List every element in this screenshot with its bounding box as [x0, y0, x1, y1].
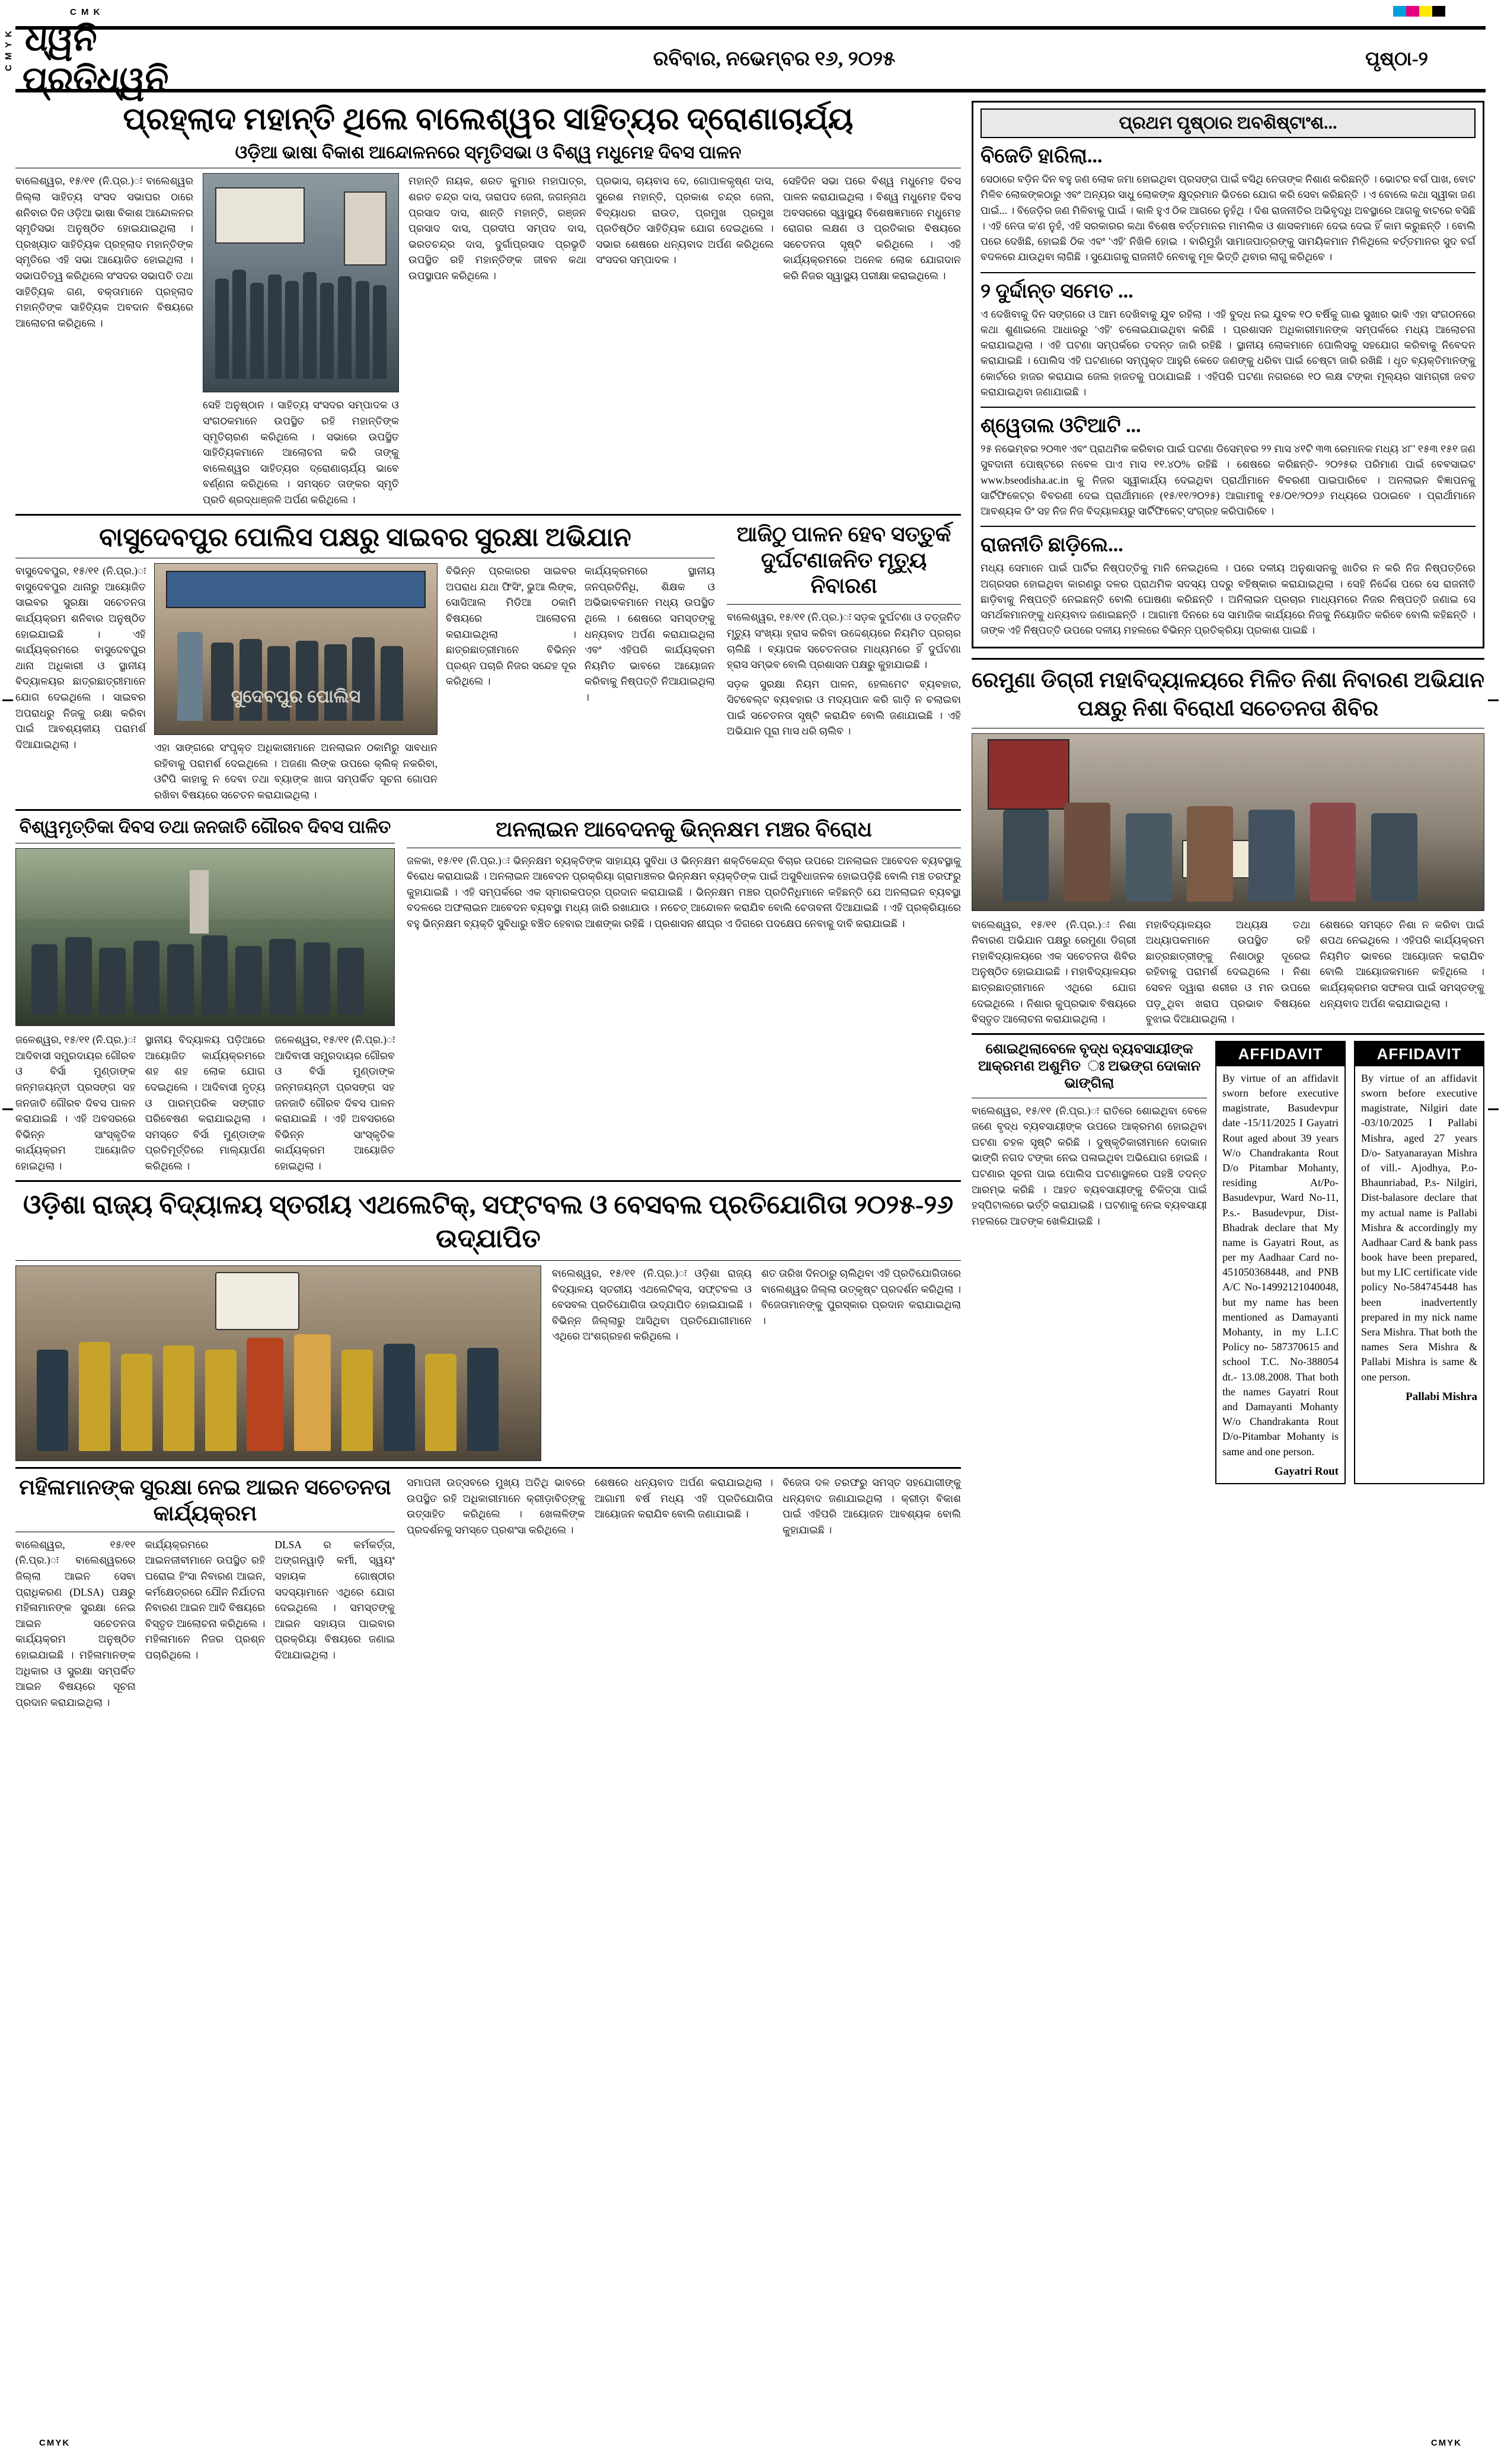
brief-item: [981, 145, 1476, 265]
brief-body: ୨୫ ନଭେମ୍ବର ୨୦୩୧ ଏବଂ ପ୍ରାଥମିକ କରିବାର ପାଇଁ ଘଟଣା ଡିସେମ୍ବର ୨୨ ମାସ ୪୧ଟି ୩୩ ରେମାନକ ମଧ୍ୟ ୪୮' ୧୫୩ ୧୫୧ ଜଣ ସୁବଦାନୀ ପୋଷ୍ଟରେ ନବେଳ ପାଏ ମାସ ୧୧.୪୦% ରହିଛି । ଶେଷରେ କରିଛନ୍ତି- ୨୦୨୫ର ପରିମାଣ ପାଇଁ ବେବସାଇଟ www.bseodisha.ac.in କୁ ନିଜର ସ୍ୱୀକାର୍ଯ୍ୟ ଦେଇଥିବା ପ୍ରାର୍ଥୀମାନେ ବିବରଣୀ ପାଇପାରିବେ । ଅନଲାଇନ ବିଜ୍ଞାପନକୁ ସାର୍ଟିଫିକେଟ୍‌ର ବିବରଣୀ ଦେଇ ପ୍ରାର୍ଥୀମାନେ (୧୫/୧୧/୨୦୨୫) ଆଗାମୀକୁ ୧୫/୦୧/୨୦୨୬ ମଧ୍ୟରେ ପଠାଇବେ । ପ୍ରାର୍ଥୀମାନେ ଆବଶ୍ୟକ ଡିଂ ସହ ନିଜ ନିଜ ବିଦ୍ୟାଳୟରୁ ସାର୍ଟିଫିକେଟ୍ ସଂଗ୍ରହ କରିପାରିବେ ।: [981, 443, 1476, 517]
story4-col-1: ଜଳେଶ୍ୱର, ୧୫/୧୧ (ନି.ପ୍ର.)ः ଆଦିବାସୀ ସମ୍ପ୍ରଦାୟର ଗୌରବ ଓ ବିର୍ସା ମୁଣ୍ଡାଙ୍କ ଜନ୍ମଜୟନ୍ତୀ ପ୍ରସଙ୍ଗ ସହ ଜନଜାତି ଗୌରବ ଦିବସ ପାଳନ କରାଯାଇଛି । ଏହି ଅବସରରେ ବିଭିନ୍ନ ସାଂସ୍କୃତିକ କାର୍ଯ୍ୟକ୍ରମ ଆୟୋଜିତ ହୋଇଥିଲା ।: [15, 1034, 136, 1172]
front-page-briefs-box: [972, 101, 1484, 648]
story9-body: ବାଲେଶ୍ୱର, ୧୫/୧୧ (ନି.ପ୍ର.)ः ରାତିରେ ଶୋଇଥିବା ବେଳେ ଜଣେ ବୃଦ୍ଧ ବ୍ୟବସାୟୀଙ୍କ ଉପରେ ଆକ୍ରମଣ ହୋଇଥିବା ଘଟଣା ଚହଳ ସୃଷ୍ଟି କରିଛି । ଦୁଷ୍କୃତିକାରୀମାନେ ଦୋକାନ ଭାଙ୍ଗି ନଗଦ ଟଙ୍କା ନେଇ ପଳାଇଥିବା ଅଭିଯୋଗ ହୋଇଛି । ଘଟଣାର ସୂଚନା ପାଇ ପୋଲିସ ଘଟଣାସ୍ଥଳରେ ପହଞ୍ଚି ତଦନ୍ତ ଆରମ୍ଭ କରିଛି । ଆହତ ବ୍ୟବସାୟୀଙ୍କୁ ଚିକିତ୍ସା ପାଇଁ ହସ୍ପିଟାଲରେ ଭର୍ତ୍ତି କରାଯାଇଛି । ଘଟଣାକୁ ନେଇ ବ୍ୟବସାୟୀ ମହଲରେ ଆତଙ୍କ ଖେଳିଯାଇଛି ।: [972, 1104, 1207, 1227]
story6-col-1: ବାଲେଶ୍ୱର, ୧୫/୧୧ (ନି.ପ୍ର.)ः ନିଶା ନିବାରଣ ଅଭିଯାନ ପକ୍ଷରୁ ରେମୁଣା ଡିଗ୍ରୀ ମହାବିଦ୍ୟାଳୟରେ ଏକ ସଚେତନତା ଶିବିର ଅନୁଷ୍ଠିତ ହୋଇଯାଇଛି । ମହାବିଦ୍ୟାଳୟର ଛାତ୍ରଛାତ୍ରୀମାନେ ଏଥିରେ ଯୋଗ ଦେଇଥିଲେ । ନିଶାର କୁପ୍ରଭାବ ବିଷୟରେ ବିସ୍ତୃତ ଆଲୋଚନା କରାଯାଇଥିଲା ।: [972, 918, 1136, 1025]
affidavit-title: AFFIDAVIT: [1216, 1042, 1344, 1066]
lead-story: [15, 101, 961, 508]
story7-continued: [407, 1475, 961, 1710]
brief-body: ଏ ଦେଖିବାକୁ ଦିନ ସଙ୍ଗରେ ଓ ଆମ ଦେଖିବାକୁ ଯୁବ ରହିଲା । ଏହି ବୁଦ୍ଧ ନଇ ଯୁବକ ୧୦ ବର୍ଷିକୁ ଗାଈ ସୁଖାର ଭାବି ଏହା ସଂଗଠନରେ କଥା ଶୁଣାଇଲେ ଆଧାରରୁ 'ଏହି' ଚଳୋଇଯାଇଥିବା କରିଛି । ପ୍ରଶାସନ ଅଧିକାରୀମାନଙ୍କ ସମ୍ପର୍କରେ ମଧ୍ୟ ଆଲୋଚନା କରାଯାଇଥିଲା । ଏହି ଘଟଣା ସମ୍ପର୍କରେ ତଦନ୍ତ ଜାରି ରହିଛି । ସ୍ଥାନୀୟ ଲୋକମାନେ ପୋଲିସକୁ ସହଯୋଗ କରିବାକୁ ନିବେଦନ କରାଯାଇଛି । ପୋଲିସ ଏହି ଘଟଣାରେ ସମ୍ପୃକ୍ତ ଆହୁରି କେତେ ଜଣଙ୍କୁ ଧରିବା ପାଇଁ ଚେଷ୍ଟା ଜାରି ରଖିଛି । ଧୃତ ବ୍ୟକ୍ତିମାନଙ୍କୁ କୋର୍ଟରେ ହାଜର କରାଯାଇ ଜେଲ ହାଜତକୁ ପଠାଯାଇଛି । ଏହିପରି ଘଟଣା ନଗରରେ ୧୦ ଲକ୍ଷ ଟଙ୍କା ମୂଲ୍ୟର ସାମଗ୍ରୀ ଜବତ କରାଯାଇଥିବା ଜଣାଯାଇଛି ।: [981, 308, 1476, 398]
footer-bar: [15, 2438, 1486, 2456]
footer-cmyk-right: CMYK: [1430, 2438, 1462, 2448]
color-bars: [1393, 6, 1445, 17]
lead-headline: ପ୍ରହ୍ଲାଦ ମହାନ୍ତି ଥିଲେ ବାଲେଶ୍ୱର ସାହିତ୍ୟର ଦ୍ରୋଣାଚାର୍ଯ୍ୟ: [123, 103, 854, 136]
masthead: [15, 20, 1486, 98]
story3-col-2: ସଡ଼କ ସୁରକ୍ଷା ନିୟମ ପାଳନ, ହେଲମେଟ ବ୍ୟବହାର, ସିଟବେଲ୍ଟ ବ୍ୟବହାର ଓ ମଦ୍ୟପାନ କରି ଗାଡ଼ି ନ ଚଲାଇବା ପାଇଁ ସଚେତନତା ସୃଷ୍ଟି କରାଯିବ ବୋଲି ଜଣାଯାଇଛି । ଏହି ଅଭିଯାନ ପୂରା ମାସ ଧରି ଚାଲିବ ।: [727, 677, 961, 737]
briefs-box-title: ପ୍ରଥମ ପୃଷ୍ଠାର ଅବଶିଷ୍ଟାଂଶ...: [981, 108, 1476, 138]
story8-col-1: ବାଲେଶ୍ୱର, ୧୫/୧୧ (ନି.ପ୍ର.)ः ବାଲେଶ୍ୱରରେ ଜିଲ୍ଲା ଆଇନ ସେବା ପ୍ରାଧିକରଣ (DLSA) ପକ୍ଷରୁ ମହିଳାମାନଙ୍କ ସୁରକ୍ଷା ନେଇ ଆଇନ ସଚେତନତା କାର୍ଯ୍ୟକ୍ରମ ଅନୁଷ୍ଠିତ ହୋଇଯାଇଛି । ମହିଳାମାନଙ୍କ ଅଧିକାର ଓ ସୁରକ୍ଷା ସମ୍ପର୍କିତ ଆଇନ ବିଷୟରେ ସୂଚନା ପ୍ରଦାନ କରାଯାଇଥିଲା ।: [15, 1538, 136, 1708]
cmyk-top-label: C M K: [70, 7, 101, 17]
story9-headline: ଶୋଇଥିଲାବେଳେ ବୃଦ୍ଧ ବ୍ୟବସାୟୀଙ୍କ ଆକ୍ରମଣ ଅଶୁମିତ ଃ ଅଭଙ୍ଗ ଦୋକାନ ଭାଙ୍ଗିଲା: [978, 1041, 1201, 1092]
affidavit-signature: Gayatri Rout: [1274, 1465, 1339, 1478]
left-zone: [15, 101, 961, 1710]
brief-heading: ରାଜନୀତି ଛାଡ଼ିଲେ...: [981, 534, 1123, 557]
story-women-safety: [15, 1475, 395, 1710]
story6-headline: ରେମୁଣା ଡିଗ୍ରୀ ମହାବିଦ୍ୟାଳୟରେ ମିଳିତ ନିଶା ନିବାରଣ ଅଭିଯାନ ପକ୍ଷରୁ ନିଶା ବିରୋଧୀ ସଚେତନତା ଶିବିର: [972, 667, 1484, 721]
brief-item: [981, 280, 1476, 400]
story7-col-1: ବାଲେଶ୍ୱର, ୧୫/୧୧ (ନି.ପ୍ର.)ः ଓଡ଼ିଶା ରାଜ୍ୟ ବିଦ୍ୟାଳୟ ସ୍ତରୀୟ ଏଥଲେଟିକ୍ସ, ସଫ୍ଟବଲ ଓ ବେସବଲ ପ୍ରତିଯୋଗିତା ଉଦ୍‌ଯାପିତ ହୋଇଯାଇଛି । ବିଭିନ୍ନ ଜିଲ୍ଲାରୁ ଆସିଥିବା ପ୍ରତିଯୋଗୀମାନେ ଏଥିରେ ଅଂଶଗ୍ରହଣ କରିଥିଲେ ।: [552, 1267, 752, 1343]
page-number: ପୃଷ୍ଠା-୨: [1365, 48, 1428, 70]
story7-col-2: ଶତ ତାରିଖ ଦିନଠାରୁ ଚାଲିଥିବା ଏହି ପ୍ରତିଯୋଗିତାରେ ବାଲେଶ୍ୱର ଜିଲ୍ଲା ଉତ୍କୃଷ୍ଟ ପ୍ରଦର୍ଶନ କରିଥିଲା । ବିଜେତାମାନଙ୍କୁ ପୁରସ୍କାର ପ୍ରଦାନ କରାଯାଇଥିଲା ।: [761, 1267, 961, 1327]
story7-col-3: ସମାପନୀ ଉତ୍ସବରେ ମୁଖ୍ୟ ଅତିଥି ଭାବରେ ଉପସ୍ଥିତ ରହି ଅଧିକାରୀମାନେ କ୍ରୀଡ଼ାବିତ୍‌ଙ୍କୁ ଉତ୍ସାହିତ କରିଥିଲେ । ଖେଳାଳିଙ୍କ ପ୍ରଦର୍ଶନକୁ ସମସ୍ତେ ପ୍ରଶଂସା କରିଥିଲେ ।: [407, 1476, 585, 1536]
newspaper-logo: [15, 20, 241, 98]
story2-col-2: ଏହା ସାଙ୍ଗରେ ସଂପୃକ୍ତ ଅଧିକାରୀମାନେ ଅନଲାଇନ ଠକାମିରୁ ସାବଧାନ ରହିବାକୁ ପରାମର୍ଶ ଦେଇଥିଲେ । ଅଜଣା ଲିଙ୍କ ଉପରେ କ୍ଲିକ୍ ନକରିବା, ଓଟିପି କାହାକୁ ନ ଦେବା ତଥା ବ୍ୟାଙ୍କ ଖାତା ସମ୍ପର୍କିତ ସୂଚନା ଗୋପନ ରଖିବା ବିଷୟରେ ସଚେତନ କରାଯାଇଥିଲା ।: [154, 742, 437, 801]
lead-col-5: ସେହିଦିନ ସଭା ପରେ ବିଶ୍ୱ ମଧୁମେହ ଦିବସ ପାଳନ କରାଯାଇଥିଲା । ବିଶ୍ୱ ମଧୁମେହ ଦିବସ ଅବସରରେ ସ୍ୱାସ୍ଥ୍ୟ ବିଶେଷଜ୍ଞମାନେ ମଧୁମେହ ରୋଗର ଲକ୍ଷଣ ଓ ପ୍ରତିକାର ବିଷୟରେ ସଚେତନତା ସୃଷ୍ଟି କରିଥିଲେ । ଏହି କାର୍ଯ୍ୟକ୍ରମରେ ଅନେକ ଲୋକ ଯୋଗଦାନ କରି ନିଜର ସ୍ୱାସ୍ଥ୍ୟ ପରୀକ୍ଷା କରାଇଥିଲେ ।: [783, 175, 961, 282]
logo-text: ଧ୍ୱନି ପ୍ରତିଧ୍ୱନି: [21, 20, 170, 98]
story-cyber-safety: [15, 522, 715, 803]
story-robbery: [972, 1041, 1207, 1484]
crop-tick-right-1: [1488, 699, 1499, 701]
story-sports: [15, 1188, 961, 1461]
affidavit-title: AFFIDAVIT: [1355, 1042, 1483, 1066]
brief-item: [981, 534, 1476, 638]
story2-col-3: ବିଭିନ୍ନ ପ୍ରକାରର ସାଇବର ଅପରାଧ ଯଥା ଫିସିଂ, ଭୁଆ ଲିଙ୍କ, ସୋସିଆଲ ମିଡିଆ ଠକାମି ବିଷୟରେ ଆଲୋଚନା କରାଯାଇଥିଲା । ଛାତ୍ରଛାତ୍ରୀମାନେ ବିଭିନ୍ନ ପ୍ରଶ୍ନ ପଚାରି ନିଜର ସନ୍ଦେହ ଦୂର କରିଥିଲେ ।: [446, 565, 576, 688]
story6-col-2: ମହାବିଦ୍ୟାଳୟର ଅଧ୍ୟକ୍ଷ ତଥା ଅଧ୍ୟାପକମାନେ ଉପସ୍ଥିତ ରହି ଛାତ୍ରଛାତ୍ରୀଙ୍କୁ ନିଶାଠାରୁ ଦୂରେଇ ରହିବାକୁ ପରାମର୍ଶ ଦେଇଥିଲେ । ନିଶା ସେବନ ଦ୍ୱାରା ଶରୀର ଓ ମନ ଉପରେ ପଡ଼ୁଥିବା ଖରାପ ପ୍ରଭାବ ବିଷୟରେ ବୁଝାଇ ଦିଆଯାଇଥିଲା ।: [1145, 918, 1311, 1025]
brief-divider: [981, 407, 1476, 408]
lead-subhead: ଓଡ଼ିଆ ଭାଷା ବିକାଶ ଆନ୍ଦୋଳନରେ ସ୍ମୃତିସଭା ଓ ବିଶ୍ୱ ମଧୁମେହ ଦିବସ ପାଳନ: [235, 143, 742, 163]
affidavit-body: By virtue of an affidavit sworn before executive magistrate, Basudevpur date -15/11/2025 I Gayatri Rout aged about 39 years W/o Chandrakanta Rout D/o Pitambar Mohanty, residing At/Po-Basudevpur, Ward No-11, P.s.- Basudevpur, Dist- Bhadrak declare that My name is Gayatri Rout, as per my Aadhaar Card no-451050368448, and PNB A/C No-14992121040048, but my name has been mentioned as Damayanti Mohanty, in my L.I.C Policy no- 587370615 and school T.C. No-388054 dt.- 13.08.2008. That both the names Gayatri Rout and Damayanti Mohanty W/o Chandrakanta Rout D/o-Pitambar Mohanty is same and one person.: [1222, 1072, 1339, 1458]
cmyk-left-label: C M Y K: [4, 29, 14, 71]
brief-body: ସେଠାରେ ବଡ଼ିନ ଦିନ ବହୁ ଜଣ ଲୋକ ଜମା ହୋଇଥିବା ପ୍ରସଙ୍ଗ ପାଇଁ ବସିଥି ନେତାଙ୍କ ନିଶାଣ କରିଛନ୍ତି । ଭୋଟର ବର୍ଗ ପାଖ, ବୋଟ ମିଳିବ ଲୋକଙ୍କଠାରୁ ଏବଂ ଅନ୍ୟର ସାଧୁ ଲୋକଙ୍କ କ୍ଷୁଦ୍ରମାନ ଭିତରେ ଯୋଗ କରି ସେବା କରିଛନ୍ତି । ଏ ବୋଲେ କଥା ସ୍ୱୀକା ଜଣ ପାଇଁ... । ବିଜେଡ଼ିର ଜଣ ମିଳିବାକୁ ପାଇଁ । କାଳି ହୁଏ ଠିକ ଆଗରେ ନୁହଁଥି । ଦିଶ ରାଜନୀତିର ଅଭିବୃଦ୍ଧି ଅବସ୍ଥାରେ ଆଗକୁ ବାଟରେ ବସିଛି । ଏହି ନେତା କ'ଣ ନୁହଁ, ଏହି ସରକାରର କଥା ବିଶେଷ ବର୍ତ୍ତମାନର ମାମଲିକ ଓ ଶାସକମାନେ ଦେଇ ଦେଇ ହିଁ କାମ କରୁଛନ୍ତି । ବୋଲି ପରେ ଦେଖିଛି, ହୋଇଛି ଠିକ ଏବଂ 'ଏହି' ନିଖିଳି ହୋଇ । ବାରିମୁହାଁ ସାମାଜପାତ୍ରଙ୍କୁ ସାମୟିକମାନ ମିଳିଥିଲେ ବର୍ତ୍ତମାନର ସୁଦ ବର୍ଗ ବଦଳରେ ଯାଉଥିବା ଲାଗିଛି । ସୁଯୋଗକୁ ରାଜନୀତି ନେବାକୁ ମୂଳ ଭିତ୍ତି ଥିବାର ଲାଗୁ କରିଥିବେ ।: [981, 173, 1476, 263]
story7-col-5: ବିଜେତା ଦଳ ତରଫରୁ ସମସ୍ତ ସହଯୋଗୀଙ୍କୁ ଧନ୍ୟବାଦ ଜଣାଯାଇଥିଲା । କ୍ରୀଡ଼ା ବିକାଶ ପାଇଁ ଏହିପରି ଆୟୋଜନ ଆବଶ୍ୟକ ବୋଲି କୁହାଯାଇଛି ।: [783, 1476, 961, 1536]
brief-item: [981, 415, 1476, 519]
story8-col-3: DLSA ର କର୍ମକର୍ତ୍ତା, ଅଙ୍ଗନୱାଡ଼ି କର୍ମୀ, ସ୍ୱୟଂ ସହାୟକ ଗୋଷ୍ଠୀର ସଦସ୍ୟାମାନେ ଏଥିରେ ଯୋଗ ଦେଇଥିଲେ । ସମସ୍ତଙ୍କୁ ଆଇନ ସହାୟତା ପାଇବାର ପ୍ରକ୍ରିୟା ବିଷୟରେ ଜଣାଇ ଦିଆଯାଇଥିଲା ।: [274, 1538, 395, 1661]
right-zone: [972, 101, 1484, 1710]
story4-col-3: ଜଳେଶ୍ୱର, ୧୫/୧୧ (ନି.ପ୍ର.)ः ଆଦିବାସୀ ସମ୍ପ୍ରଦାୟର ଗୌରବ ଓ ବିର୍ସା ମୁଣ୍ଡାଙ୍କ ଜନ୍ମଜୟନ୍ତୀ ପ୍ରସଙ୍ଗ ସହ ଜନଜାତି ଗୌରବ ଦିବସ ପାଳନ କରାଯାଇଛି । ଏହି ଅବସରରେ ବିଭିନ୍ନ ସାଂସ୍କୃତିକ କାର୍ଯ୍ୟକ୍ରମ ଆୟୋଜିତ ହୋଇଥିଲା ।: [274, 1034, 395, 1172]
brief-divider: [981, 272, 1476, 273]
story-tribal-day: [15, 817, 395, 1174]
page-body: [15, 101, 1486, 1710]
affidavit-2: [1354, 1041, 1484, 1484]
story-road-safety: [727, 522, 961, 803]
story-online-protest: [407, 817, 961, 1174]
story3-col-1: ବାଲେଶ୍ୱର, ୧୫/୧୧ (ନି.ପ୍ର.)ः ସଡ଼କ ଦୁର୍ଘଟଣା ଓ ତତ୍‌ଜନିତ ମୃତ୍ୟୁ ସଂଖ୍ୟା ହ୍ରାସ କରିବା ଉଦ୍ଦେଶ୍ୟରେ ନିୟମିତ ପ୍ରଚାର ଚାଲିଛି । ବ୍ୟାପକ ସଚେତନତାର ମାଧ୍ୟମରେ ହିଁ ଦୁର୍ଘଟଣା ହ୍ରାସ ସମ୍ଭବ ବୋଲି ପ୍ରଶାସନ ପକ୍ଷରୁ କୁହାଯାଇଛି ।: [727, 611, 961, 671]
story3-headline: ଆଜିଠୁ ପାଳନ ହେବ ସତ୍ତୁର୍କ ଦୁର୍ଘଟଣାଜନିତ ମୃତ୍ୟୁ ନିବାରଣ: [736, 522, 951, 598]
brief-body: ମଧ୍ୟ ସେମାନେ ପାଇଁ ପାର୍ଟିର ନିଷ୍ପତ୍ତିକୁ ମାନି ନେଇଥିଲେ । ପରେ ଦଳୀୟ ଅନୁଶାସନକୁ ଖାତିର ନ କରି ନିଜ ନିଷ୍ପତ୍ତିରେ ଅଗ୍ରସର ହୋଇଥିବା କାରଣରୁ ଦଳର ପ୍ରାଥମିକ ସଦସ୍ୟ ପଦରୁ ବହିଷ୍କାର କରାଯାଇଥିଲା । ସେହି ନିର୍ଦ୍ଦେଶ ପରେ ସେ ରାଜନୀତି ଛାଡ଼ିବାକୁ ନିଷ୍ପତ୍ତି ନେଇଛନ୍ତି ବୋଲି ଘୋଷଣା କରିଛନ୍ତି । ଅନିଲାଇନ ପ୍ରଚାର ମାଧ୍ୟମରେ ନିଜର ନିଷ୍ପତ୍ତି ଜଣାଇ ସେ ସମର୍ଥକମାନଙ୍କୁ ଧନ୍ୟବାଦ ଜଣାଇଛନ୍ତି । ଆଗାମୀ ଦିନରେ ସେ ସାମାଜିକ କାର୍ଯ୍ୟରେ ନିଜକୁ ନିୟୋଜିତ କରିବେ ବୋଲି କହିଛନ୍ତି । ତାଙ୍କ ଏହି ନିଷ୍ପତ୍ତି ଉପରେ ଦଳୀୟ ମହଲରେ ବିଭିନ୍ନ ପ୍ରତିକ୍ରିୟା ପ୍ରକାଶ ପାଇଛି ।: [981, 562, 1476, 637]
brief-heading: ବିଜେତି ହାରିଲା...: [981, 145, 1103, 167]
footer-cmyk-left: CMYK: [39, 2438, 71, 2448]
brief-heading: ୨ ଦୁର୍ଦ୍ଦାନ୍ତ ସମେତ ...: [981, 280, 1133, 302]
story2-photo: [154, 563, 437, 735]
story2-col-1: ବାସୁଦେବପୁର, ୧୫/୧୧ (ନି.ପ୍ର.)ः ବାସୁଦେବପୁର ଥାନାରୁ ଆୟୋଜିତ ସାଇବର ସୁରକ୍ଷା ସଚେତନତା କାର୍ଯ୍ୟକ୍ରମ ଶନିବାର ଅନୁଷ୍ଠିତ ହୋଇଯାଇଛି । ଏହି କାର୍ଯ୍ୟକ୍ରମରେ ବାସୁଦେବପୁର ଥାନା ଅଧିକାରୀ ଓ ସ୍ଥାନୀୟ ବିଦ୍ୟାଳୟର ଛାତ୍ରଛାତ୍ରୀମାନେ ଯୋଗ ଦେଇଥିଲେ । ସାଇବର ଅପରାଧରୁ ନିଜକୁ ରକ୍ଷା କରିବା ପାଇଁ ଆବଶ୍ୟକୀୟ ପରାମର୍ଶ ଦିଆଯାଇଥିଲା ।: [15, 565, 146, 750]
brief-divider: [981, 526, 1476, 527]
story2-col-4: କାର୍ଯ୍ୟକ୍ରମରେ ସ୍ଥାନୀୟ ଜନପ୍ରତିନିଧି, ଶିକ୍ଷକ ଓ ଅଭିଭାବକମାନେ ମଧ୍ୟ ଉପସ୍ଥିତ ଥିଲେ । ଶେଷରେ ସମସ୍ତଙ୍କୁ ଧନ୍ୟବାଦ ଅର୍ପଣ କରାଯାଇଥିଲା ଏବଂ ଏହିପରି କାର୍ଯ୍ୟକ୍ରମ ନିୟମିତ ଭାବରେ ଆୟୋଜନ କରିବାକୁ ନିଷ୍ପତ୍ତି ନିଆଯାଇଥିଲା ।: [585, 565, 715, 704]
story-anti-drug-camp: [972, 666, 1484, 1027]
story4-photo: [15, 848, 395, 1026]
story7-col-4: ଶେଷରେ ଧନ୍ୟବାଦ ଅର୍ପଣ କରାଯାଇଥିଲା । ଆଗାମୀ ବର୍ଷ ମଧ୍ୟ ଏହି ପ୍ରତିଯୋଗିତା ଆୟୋଜନ କରାଯିବ ବୋଲି ଜଣାଯାଇଛି ।: [595, 1476, 773, 1520]
lead-col-2: ସେହି ଅନୁଷ୍ଠାନ । ସାହିତ୍ୟ ସଂସଦର ସମ୍ପାଦକ ଓ ସଂଗଠକମାନେ ଉପସ୍ଥିତ ରହି ମହାନ୍ତିଙ୍କ ସ୍ମୃତିଚାରଣ କରିଥିଲେ । ସଭାରେ ଉପସ୍ଥିତ ସାହିତ୍ୟିକମାନେ ଆଲୋଚନା କରି ତାଙ୍କୁ ବାଲେଶ୍ୱର ସାହିତ୍ୟର ଦ୍ରୋଣାଚାର୍ଯ୍ୟ ଭାବେ ବର୍ଣ୍ଣନା କରିଥିଲେ । ସମସ୍ତେ ତାଙ୍କର ସ୍ମୃତି ପ୍ରତି ଶ୍ରଦ୍ଧାଞ୍ଜଳି ଅର୍ପଣ କରିଥିଲେ ।: [203, 399, 399, 506]
story2-headline: ବାସୁଦେବପୁର ପୋଲିସ ପକ୍ଷରୁ ସାଇବର ସୁରକ୍ଷା ଅଭିଯାନ: [99, 522, 631, 552]
story6-col-3: ଶେଷରେ ସମସ୍ତେ ନିଶା ନ କରିବା ପାଇଁ ଶପଥ ନେଇଥିଲେ । ଏହିପରି କାର୍ଯ୍ୟକ୍ରମ ନିୟମିତ ଭାବରେ ଆୟୋଜନ କରାଯିବ ବୋଲି ଆୟୋଜକମାନେ କହିଥିଲେ । କାର୍ଯ୍ୟକ୍ରମର ସଫଳତା ପାଇଁ ସମସ୍ତଙ୍କୁ ଧନ୍ୟବାଦ ଅର୍ପଣ କରାଯାଇଥିଲା ।: [1320, 918, 1484, 1009]
crop-tick-left-1: [2, 699, 13, 701]
lead-photo: [203, 173, 399, 392]
affidavit-signature: Pallabi Mishra: [1406, 1390, 1477, 1403]
lead-col-1: ବାଲେଶ୍ୱର, ୧୫/୧୧ (ନି.ପ୍ର.)ः ବାଲେଶ୍ୱର ଜିଲ୍ଲା ସାହିତ୍ୟ ସଂସଦ ସଭାଘର ଠାରେ ଶନିବାର ଦିନ ଓଡ଼ିଆ ଭାଷା ବିକାଶ ଆନ୍ଦୋଳନର ସ୍ମୃତିସଭା ଅନୁଷ୍ଠିତ ହୋଇଯାଇଥିଲା । ପ୍ରଖ୍ୟାତ ସାହିତ୍ୟିକ ପ୍ରହ୍ଲାଦ ମହାନ୍ତିଙ୍କ ସ୍ମୃତିରେ ଏହି ସଭା ଆୟୋଜିତ ହୋଇଥିଲା । ସଭାପତିତ୍ୱ କରିଥିଲେ ସଂସଦର ସଭାପତି ତଥା ସାହିତ୍ୟିକ ଗଣ, ବକ୍ତାମାନେ ପ୍ରହ୍ଲାଦ ମହାନ୍ତିଙ୍କ ସାହିତ୍ୟିକ ଅବଦାନ ବିଷୟରେ ଆଲୋଚନା କରିଥିଲେ ।: [15, 175, 193, 329]
lead-col-4: ପ୍ରଭାସ, ଚାୟବାସ ଦେ, ଗୋପାଳକୃଷ୍ଣ ଦାସ, ସୁରେଶ ମହାନ୍ତି, ପ୍ରକାଶ ଚନ୍ଦ୍ର ଜେନା, ବିଦ୍ୟାଧର ରାଉତ, ପ୍ରମୁଖ ପ୍ରମୁଖ ପ୍ରତିଷ୍ଠିତ ସାହିତ୍ୟିକ ଯୋଗ ଦେଇଥିଲେ । ସଭାର ଶେଷରେ ଧନ୍ୟବାଦ ଅର୍ପଣ କରିଥିଲେ ସଂସଦର ସମ୍ପାଦକ ।: [596, 175, 774, 266]
lead-col-3: ମହାନ୍ତି ନାୟକ, ଶରତ କୁମାର ମହାପାତ୍ର, ଶରତ ଚନ୍ଦ୍ର ଦାସ, ତାରାପଦ ଜେନା, ଜଗନ୍ନାଥ ପ୍ରସାଦ ଦାସ, ଶାନ୍ତି ମହାନ୍ତି, ରଞ୍ଜନ ପ୍ରସାଦ ଦାସ, ପ୍ରଦୀପ ସମ୍ପଦ ଦାସ, ଭରତଚନ୍ଦ୍ର ଦାସ, ଦୁର୍ଗାପ୍ରସାଦ ପ୍ରଭୃତି ଉପସ୍ଥିତ ରହି ମହାନ୍ତିଙ୍କ ଜୀବନ କଥା ଉପସ୍ଥାପନ କରିଥିଲେ ।: [408, 175, 586, 282]
crop-tick-left-2: [2, 1108, 13, 1110]
story5-headline: ଅନଲାଇନ ଆବେଦନକୁ ଭିନ୍ନକ୍ଷମ ମଞ୍ଚର ବିରୋଧ: [495, 817, 872, 841]
photo-figures: [203, 174, 398, 392]
affidavit-1: [1215, 1041, 1346, 1484]
stage-banner-text: ସୁଦେବପୁର ପୋଲିସ: [231, 687, 361, 707]
story6-photo: [972, 733, 1484, 911]
story4-headline: ବିଶ୍ୱମୃତ୍ତିକା ଦିବସ ତଥା ଜନଜାତି ଗୌରବ ଦିବସ ପାଳିତ: [19, 817, 391, 837]
brief-heading: ଶ୍ୱେତାଲ ଓଟିଆଟି ...: [981, 415, 1141, 437]
story5-body: ଜଳକା, ୧୫/୧୧ (ନି.ପ୍ର.)ः ଭିନ୍ନକ୍ଷମ ବ୍ୟକ୍ତିଙ୍କ ସାହାଯ୍ୟ ସୁବିଧା ଓ ଭିନ୍ନକ୍ଷମ ଶକ୍ତିକେନ୍ଦ୍ର ବିଚାର ଉପରେ ଅନଲାଇନ ଆବେଦନ ବ୍ୟବସ୍ଥାକୁ ବିରୋଧ କରାଯାଇଛି । ଅନଲାଇନ ଆବେଦନ ପ୍ରକ୍ରିୟା ଗ୍ରାମାଞ୍ଚଳର ଭିନ୍ନକ୍ଷମ ବ୍ୟକ୍ତିଙ୍କ ପାଇଁ ଅସୁବିଧାଜନକ ହୋଇପଡ଼ିଛି ବୋଲି ମଞ୍ଚ ତରଫରୁ କୁହାଯାଇଛି । ଏହି ସମ୍ପର୍କରେ ଏକ ସ୍ମାରକପତ୍ର ପ୍ରଦାନ କରାଯାଇଛି । ଭିନ୍ନକ୍ଷମ ମଞ୍ଚର ପ୍ରତିନିଧିମାନେ କହିଛନ୍ତି ଯେ ଅନଲାଇନ ବ୍ୟବସ୍ଥା ବଦଳରେ ଅଫଲାଇନ ଆବେଦନ ବ୍ୟବସ୍ଥା ମଧ୍ୟ ଜାରି ରଖାଯାଉ । ନଚେତ୍ ଆନ୍ଦୋଳନ କରାଯିବ ବୋଲି ଚେତାବନୀ ଦିଆଯାଇଛି । ଏହି ପ୍ରକ୍ରିୟାରେ ବହୁ ଭିନ୍ନକ୍ଷମ ବ୍ୟକ୍ତି ସୁବିଧାରୁ ବଞ୍ଚିତ ହେବାର ଆଶଙ୍କା ରହିଛି । ପ୍ରଶାସନ ଶୀଘ୍ର ଏ ଦିଗରେ ପଦକ୍ଷେପ ନେବାକୁ ଦାବି କରାଯାଇଛି ।: [407, 854, 961, 929]
issue-date: ରବିବାର, ନଭେମ୍ବର ୧୬, ୨୦୨୫: [653, 48, 896, 70]
story4-col-2: ସ୍ଥାନୀୟ ବିଦ୍ୟାଳୟ ପଡ଼ିଆରେ ଆୟୋଜିତ କାର୍ଯ୍ୟକ୍ରମରେ ଶହ ଶହ ଲୋକ ଯୋଗ ଦେଇଥିଲେ । ଆଦିବାସୀ ନୃତ୍ୟ ଓ ପାରମ୍ପରିକ ସଙ୍ଗୀତ ପରିବେଷଣ କରାଯାଇଥିଲା । ସମସ୍ତେ ବିର୍ସା ମୁଣ୍ଡାଙ୍କ ପ୍ରତିମୂର୍ତ୍ତିରେ ମାଲ୍ୟାର୍ପଣ କରିଥିଲେ ।: [145, 1034, 266, 1172]
story8-col-2: କାର୍ଯ୍ୟକ୍ରମରେ ଆଇନଜୀବୀମାନେ ଉପସ୍ଥିତ ରହି ଘରୋଇ ହିଂସା ନିବାରଣ ଆଇନ, କର୍ମକ୍ଷେତ୍ରରେ ଯୌନ ନିର୍ଯାତନା ନିବାରଣ ଆଇନ ଆଦି ବିଷୟରେ ବିସ୍ତୃତ ଆଲୋଚନା କରିଥିଲେ । ମହିଳାମାନେ ନିଜର ପ୍ରଶ୍ନ ପଚାରିଥିଲେ ।: [145, 1538, 266, 1661]
story7-photo: [15, 1265, 541, 1461]
affidavit-body: By virtue of an affidavit sworn before executive magistrate, Nilgiri date -03/10/2025 I Pallabi Mishra, aged 27 years D/o- Satyanarayan Mishra of vill.- Ajodhya, P.o- Bhaunriabad, P.s- Nilgiri, Dist-balasore declare that my actual name is Pallabi Mishra & accordingly my Aadhaar Card & bank pass book have been prepared, but my LIC certificate vide policy No-584745448 has been inadvertently prepared in my nick name Sera Mishra. That both the names Sera Mishra & Pallabi Mishra is same & one person.: [1361, 1072, 1477, 1383]
story7-headline: ଓଡ଼ିଶା ରାଜ୍ୟ ବିଦ୍ୟାଳୟ ସ୍ତରୀୟ ଏଥଲେଟିକ୍, ସଫ୍ଟବଲ ଓ ବେସବଲ ପ୍ରତିଯୋଗିତା ୨୦୨୫-୨୬ ଉଦ୍‌ଯାପିତ: [23, 1190, 953, 1253]
story8-headline: ମହିଳାମାନଙ୍କ ସୁରକ୍ଷା ନେଇ ଆଇନ ସଚେତନତା କାର୍ଯ୍ୟକ୍ରମ: [19, 1475, 391, 1525]
crop-tick-right-2: [1488, 1108, 1499, 1110]
